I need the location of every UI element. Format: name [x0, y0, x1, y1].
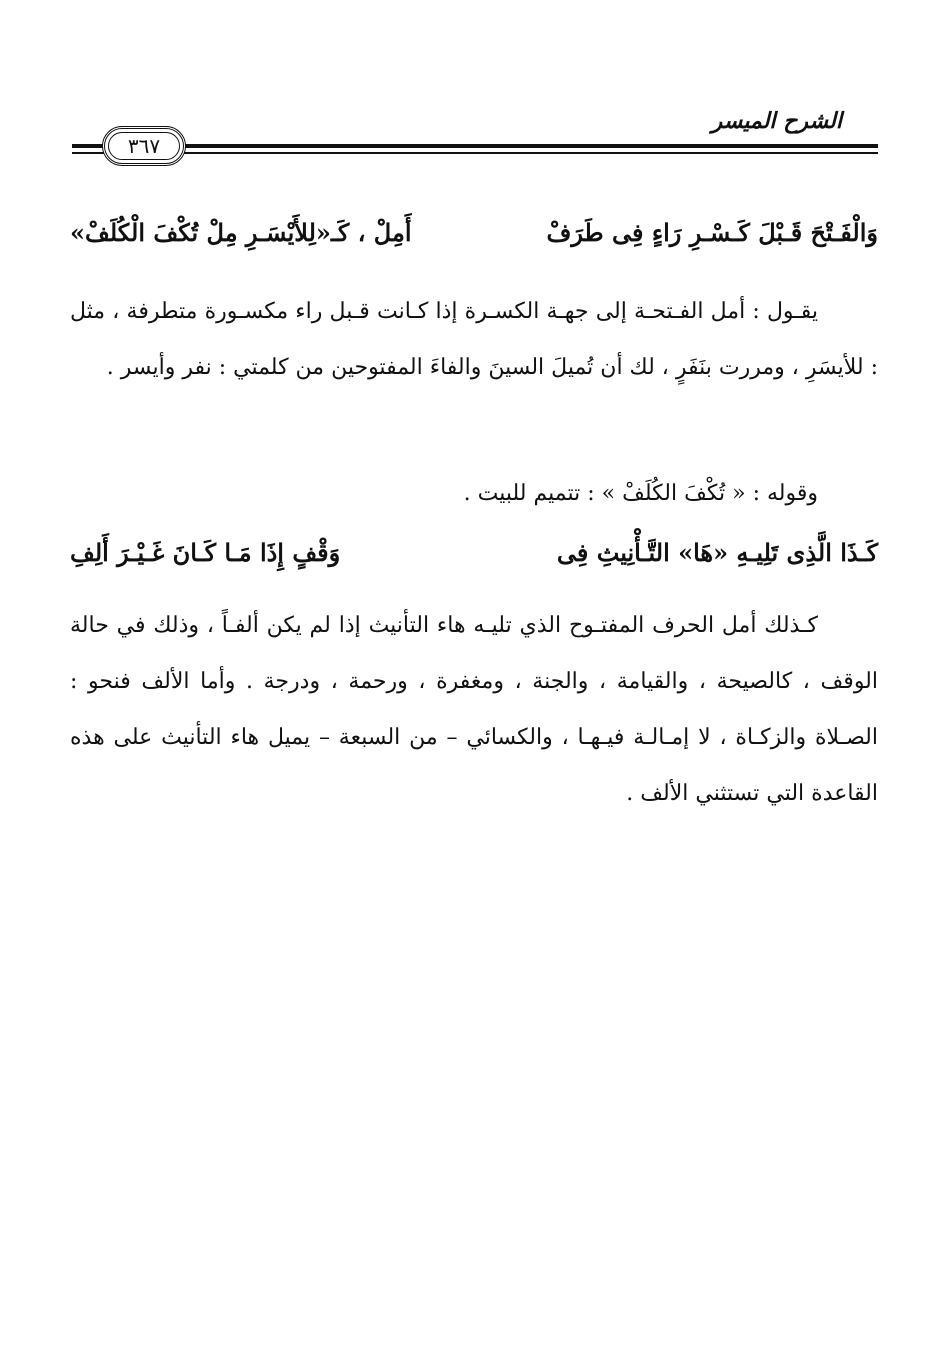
header-rule-thick — [72, 144, 878, 148]
commentary-paragraph-2 — [70, 466, 878, 522]
page-number-badge — [102, 126, 186, 166]
verse-2-second-hemistich: وَقْفٍ إِذَا مَـا كَـانَ غَـيْـرَ أَلِفِ — [70, 538, 341, 567]
verse-1-second-hemistich: أَمِلْ ، كَـ«لِلأَيْسَـرِ مِلْ تُكْفَ الْكُلَفْ» — [70, 218, 412, 247]
verse-line-2 — [70, 538, 878, 567]
verse-1-first-hemistich: وَالْفَـتْحَ قَـبْلَ كَـسْـرِ رَاءٍ فِى طَرَفْ — [546, 218, 878, 247]
commentary-paragraph-3 — [70, 598, 878, 822]
paragraph-text: كـذلك أمل الحرف المفتـوح الذي تليـه هاء التأنيث إذا لم يكن ألفـاً ، وذلك في حالة الوقف ، كالصيحة ، والقيامة ، والجنة ، ومغفرة ، ورحمة ، ودرجة . وأما الألف فنحو : الصـلاة والزكـاة ، لا إمـالـة فيـهـا ، والكسائي – من السبعة – يميل هاء التأنيث على هذه القاعدة التي تستثني الألف . — [70, 613, 878, 806]
verse-line-1 — [70, 218, 878, 247]
verse-2-first-hemistich: كَـذَا الَّذِى تَلِيـهِ «هَا» التَّـأْنِيثِ فِى — [556, 538, 878, 567]
paragraph-text: يقـول : أمل الفـتحـة إلى جهـة الكسـرة إذا كـانت قـبل راء مكسـورة متطرفة ، مثل : للأيسَرِ ، ومررت بنَفَرٍ ، لك أن تُميلَ السينَ والفاءَ المفتوحين من كلمتي : نفر وأيسر . — [70, 299, 878, 380]
page-number: ٣٦٧ — [127, 134, 161, 158]
header-rule-thin — [72, 152, 878, 154]
page-header — [72, 100, 878, 180]
commentary-paragraph-1 — [70, 284, 878, 396]
running-title: الشرح الميسر — [711, 108, 842, 134]
paragraph-text: وقوله : « تُكْفَ الكُلَفْ » : تتميم للبيت . — [463, 481, 818, 506]
